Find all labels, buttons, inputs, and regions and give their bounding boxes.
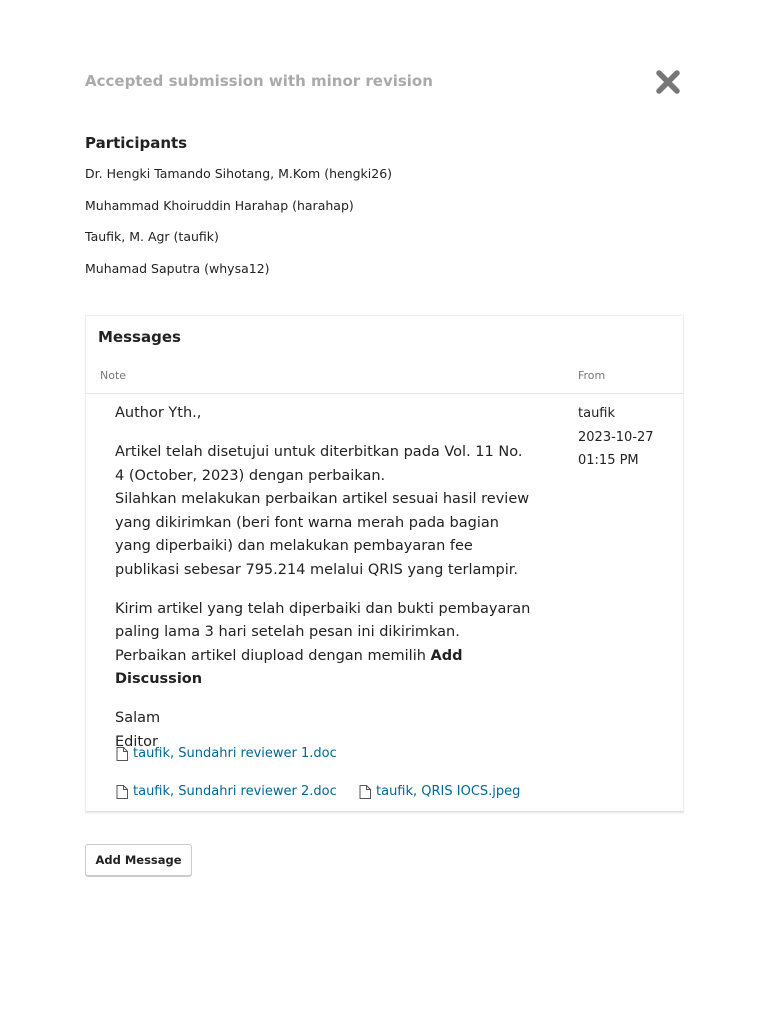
from-date: 2023-10-27	[578, 429, 654, 445]
note-paragraph-2	[115, 598, 535, 692]
message-from	[578, 402, 654, 473]
note-paragraph-1	[115, 441, 535, 582]
participant-item: Dr. Hengki Tamando Sihotang, M.Kom (hengki26)	[85, 166, 393, 181]
participant-item: Muhamad Saputra (whysa12)	[85, 260, 270, 276]
participant-item: Taufik, M. Agr (taufik)	[85, 229, 219, 244]
file-icon	[116, 785, 128, 799]
participants-heading: Participants	[85, 134, 188, 152]
from-user: taufik	[578, 406, 616, 421]
header-divider	[86, 393, 683, 394]
note-greeting: Author Yth.,	[115, 405, 202, 421]
note-paragraph-1-line-1: Artikel telah disetujui untuk diterbitkan pada Vol. 11 No. 4 (October, 2023) dengan perbaikan.	[115, 444, 523, 484]
column-header-from: From	[578, 369, 606, 382]
attachment-link[interactable]	[359, 784, 520, 799]
close-x-icon	[654, 68, 682, 96]
attachment-name: taufik, Sundahri reviewer 2.doc	[133, 784, 337, 799]
participants-list	[85, 166, 392, 292]
modal-title: Accepted submission with minor revision	[85, 72, 433, 90]
message-note	[115, 402, 535, 754]
messages-heading: Messages	[98, 328, 181, 346]
note-paragraph-1-line-2: Silahkan melakukan perbaikan artikel sesuai hasil review yang dikirimkan (beri font warna merah pada bagian yang diperbaiki) dan melakukan pembayaran fee publikasi sebesar 795.214 melalui QRIS yang terlampir.	[115, 491, 530, 578]
note-signature: Editor	[115, 733, 158, 750]
column-header-note: Note	[100, 369, 127, 382]
note-paragraph-2-text: Kirim artikel yang telah diperbaiki dan bukti pembayaran paling lama 3 hari setelah pesan ini dikirimkan. Perbaikan artikel diupload dengan memilih	[115, 600, 531, 664]
attachment-name: taufik, Sundahri reviewer 1.doc	[133, 746, 337, 761]
note-paragraph-2-emphasis: Add Discussion	[115, 647, 463, 687]
attachment-link[interactable]	[116, 784, 337, 799]
note-closing: Salam	[115, 710, 161, 726]
participant-item: Muhammad Khoiruddin Harahap (harahap)	[85, 197, 354, 213]
from-time: 01:15 PM	[578, 453, 639, 468]
close-button[interactable]	[654, 68, 682, 96]
add-message-button[interactable]: Add Message	[85, 844, 192, 876]
file-icon	[116, 747, 128, 761]
messages-panel	[86, 316, 683, 812]
file-icon	[359, 785, 371, 799]
attachment-name: taufik, QRIS IOCS.jpeg	[376, 784, 521, 799]
attachment-link[interactable]	[116, 746, 337, 761]
